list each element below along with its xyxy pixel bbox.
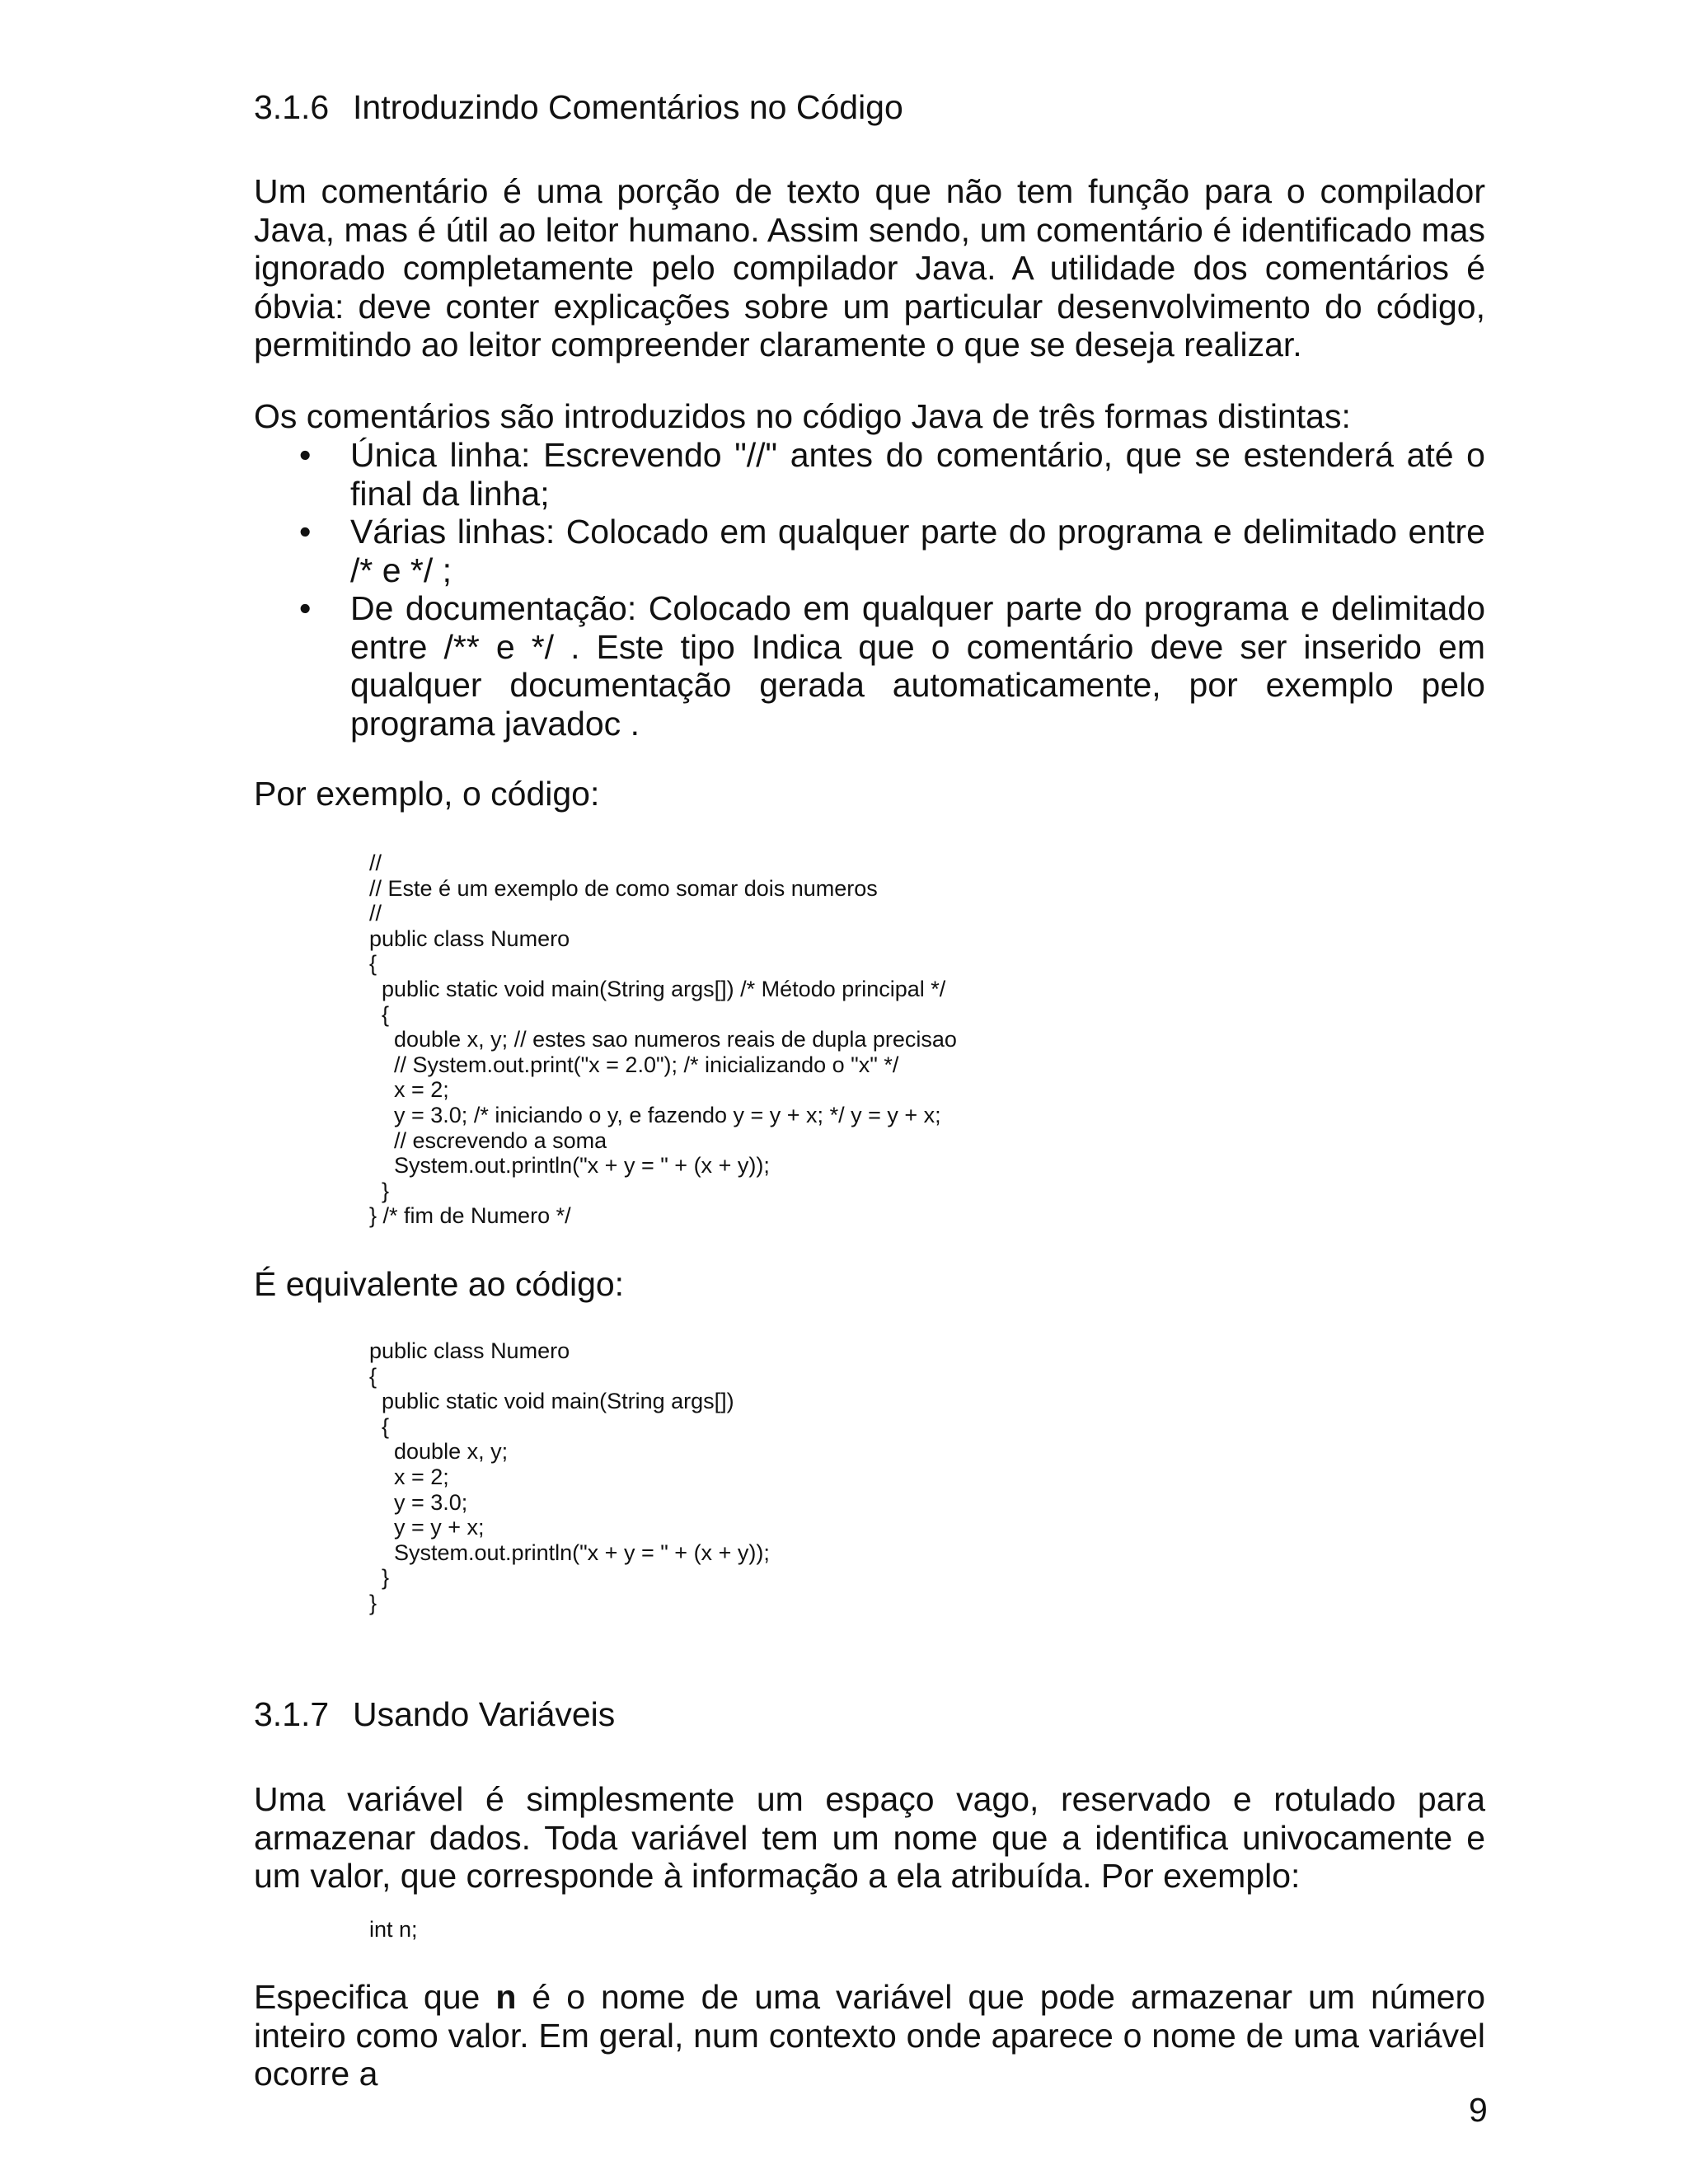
list-item-text: Várias linhas: Colocado em qualquer parte do programa e delimitado entre /* e */ ;	[350, 513, 1485, 589]
bullet-dot: •	[299, 436, 312, 474]
forms-intro: Os comentários são introduzidos no código Java de três formas distintas:	[254, 397, 1351, 435]
bullet-dot: •	[299, 513, 312, 551]
section-number: 3.1.6	[254, 88, 330, 126]
list-item	[299, 589, 1485, 743]
code-block-int: int n;	[369, 1917, 418, 1942]
bullet-dot: •	[299, 589, 312, 627]
section-title: Usando Variáveis	[353, 1695, 616, 1733]
section-number: 3.1.7	[254, 1695, 330, 1733]
section-title: Introduzindo Comentários no Código	[353, 88, 903, 126]
page-number: 9	[1469, 2091, 1488, 2129]
specifies-text-start: Especifica que	[254, 1978, 496, 2016]
list-item-text: Única linha: Escrevendo "//" antes do comentário, que se estenderá até o final da linha;	[350, 436, 1485, 513]
section-heading-3-1-7	[254, 1695, 616, 1733]
code-block-commented: // // Este é um exemplo de como somar dois numeros // public class Numero { public static void main(String args[]) /* Método principal */ { double x, y; // estes sao numeros reais de dupla precisao // System.out.print("x = 2.0"); /* inicializando o "x" */ x = 2; y = 3.0; /* iniciando o y, e fazendo y = y + x; */ y = y + x; // escrevendo a soma System.out.println("x + y = " + (x + y)); } } /* fim de Numero */	[369, 851, 957, 1229]
specifies-text-end: é o nome de uma variável que pode armazenar um número inteiro como valor. Em geral, num contexto onde aparece o nome de uma variável ocorre a	[254, 1978, 1485, 2093]
equivalent-label: É equivalente ao código:	[254, 1265, 625, 1303]
section-heading-3-1-6	[254, 88, 903, 126]
comment-forms-list	[299, 436, 1485, 743]
specifies-paragraph	[254, 1978, 1485, 2093]
code-block-equivalent: public class Numero { public static void main(String args[]) { double x, y; x = 2; y = 3.0; y = y + x; System.out.println("x + y = " + (x + y)); } }	[369, 1338, 770, 1615]
variable-name-n: n	[495, 1978, 517, 2016]
list-item	[299, 513, 1485, 589]
example-label: Por exemplo, o código:	[254, 775, 600, 813]
variables-paragraph: Uma variável é simplesmente um espaço vago, reservado e rotulado para armazenar dados. Toda variável tem um nome que a identifica univocamente e um valor, que corresponde à informação a ela atribuída. Por exemplo:	[254, 1780, 1485, 1895]
intro-paragraph: Um comentário é uma porção de texto que não tem função para o compilador Java, mas é útil ao leitor humano. Assim sendo, um comentário é identificado mas ignorado completamente pelo compilador Java. A utilidade dos comentários é óbvia: deve conter explicações sobre um particular desenvolvimento do código, permitindo ao leitor compreender claramente o que se deseja realizar.	[254, 172, 1485, 363]
list-item	[299, 436, 1485, 513]
list-item-text: De documentação: Colocado em qualquer parte do programa e delimitado entre /** e */ . Este tipo Indica que o comentário deve ser inserido em qualquer documentação gerada automaticamente, por exemplo pelo programa javadoc .	[350, 589, 1485, 743]
